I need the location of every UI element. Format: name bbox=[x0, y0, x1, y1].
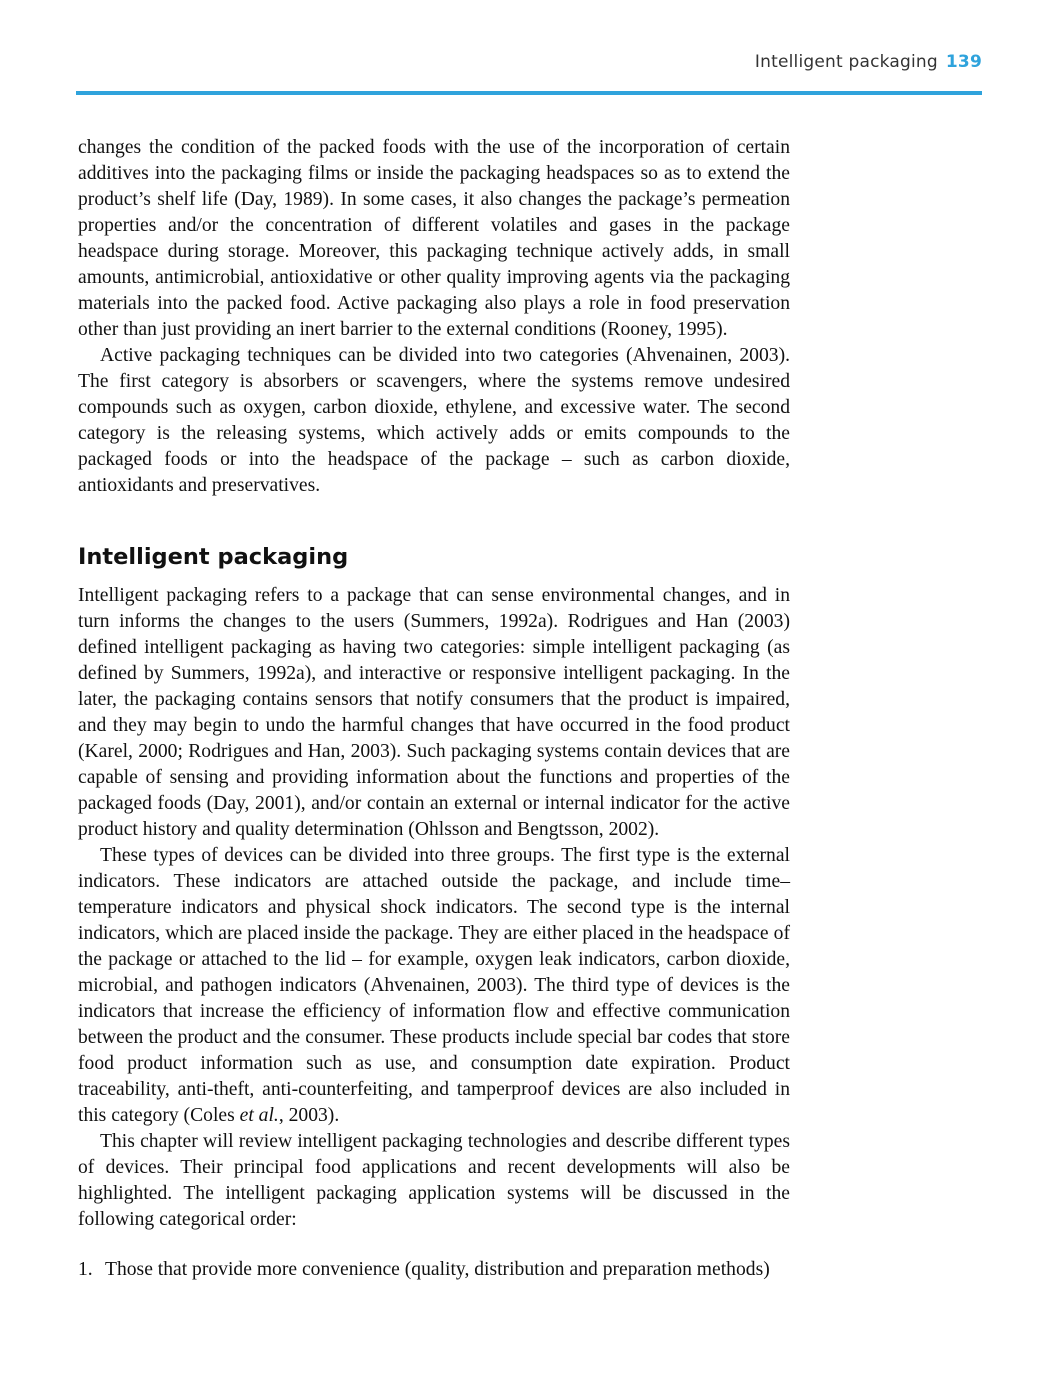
intro-paragraph-2: Active packaging techniques can be divided into two categories (Ahvenainen, 2003). The first category is absorbers or scavengers, where the systems remove undesired compounds such as oxygen, carbon dioxide, ethylene, and excessive water. The second category is the releasing systems, which actively adds or emits compounds to the packaged foods or into the headspace of the package – such as carbon dioxide, antioxidants and preservatives. bbox=[78, 345, 790, 496]
page-number: 139 bbox=[945, 52, 982, 72]
section-paragraph-2 bbox=[78, 843, 790, 1129]
paragraph-2-text: These types of devices can be divided into three groups. The first type is the external indicators. These indicators are attached outside the package, and include time–temperature indicators and physical shock indicators. The second type is the internal indicators, which are placed inside the package. They are either placed in the headspace of the package or attached to the lid – for example, oxygen leak indicators, carbon dioxide, microbial, and pathogen indicators (Ahvenainen, 2003). The third type of devices is the indicators that increase the efficiency of information flow and effective communication between the product and the consumer. These products include special bar codes that store food product information such as use, and consumption date expiration. Product traceability, anti-theft, anti-counterfeiting, and tamperproof devices are also included in this category (Coles bbox=[78, 845, 790, 1126]
paragraph-2-text-end: , 2003). bbox=[278, 1105, 340, 1126]
et-al-italic: et al. bbox=[239, 1105, 279, 1126]
running-head-title: Intelligent packaging bbox=[754, 52, 938, 72]
header-rule bbox=[76, 91, 982, 95]
list-item bbox=[78, 1257, 790, 1283]
section-heading: Intelligent packaging bbox=[78, 544, 349, 570]
intro-paragraph-1: changes the condition of the packed foods with the use of the incorporation of certain additives into the packaging films or inside the packaging headspaces so as to extend the product’s shelf life (Day, 1989). In some cases, it also changes the package’s permeation properties and/or the concentration of different volatiles and gases in the package headspace during storage. Moreover, this packaging technique actively adds, in small amounts, antimicrobial, antioxidative or other quality improving agents via the packaging materials into the packed food. Active packaging also plays a role in food preservation other than just providing an inert barrier to the external conditions (Rooney, 1995). bbox=[78, 137, 790, 340]
section-paragraph-3: This chapter will review intelligent packaging technologies and describe different types of devices. Their principal food applications and recent developments will also be highlighted. The intelligent packaging application systems will be discussed in the following categorical order: bbox=[78, 1131, 790, 1230]
list-item-text: Those that provide more convenience (quality, distribution and preparation methods) bbox=[105, 1259, 770, 1280]
running-head bbox=[755, 52, 982, 72]
category-list bbox=[78, 1257, 790, 1283]
page-body bbox=[78, 135, 790, 1283]
section-paragraph-1: Intelligent packaging refers to a package that can sense environmental changes, and in turn informs the changes to the users (Summers, 1992a). Rodrigues and Han (2003) defined intelligent packaging as having two categories: simple intelligent packaging (as defined by Summers, 1992a), and interactive or responsive intelligent packaging. In the later, the packaging contains sensors that notify consumers that the product is impaired, and they may begin to undo the harmful changes that have occurred in the food product (Karel, 2000; Rodrigues and Han, 2003). Such packaging systems contain devices that are capable of sensing and providing information about the functions and properties of the packaged foods (Day, 2001), and/or contain an external or internal indicator for the active product history and quality determination (Ohlsson and Bengtsson, 2002). bbox=[78, 585, 790, 840]
list-item-number: 1. bbox=[78, 1259, 93, 1280]
